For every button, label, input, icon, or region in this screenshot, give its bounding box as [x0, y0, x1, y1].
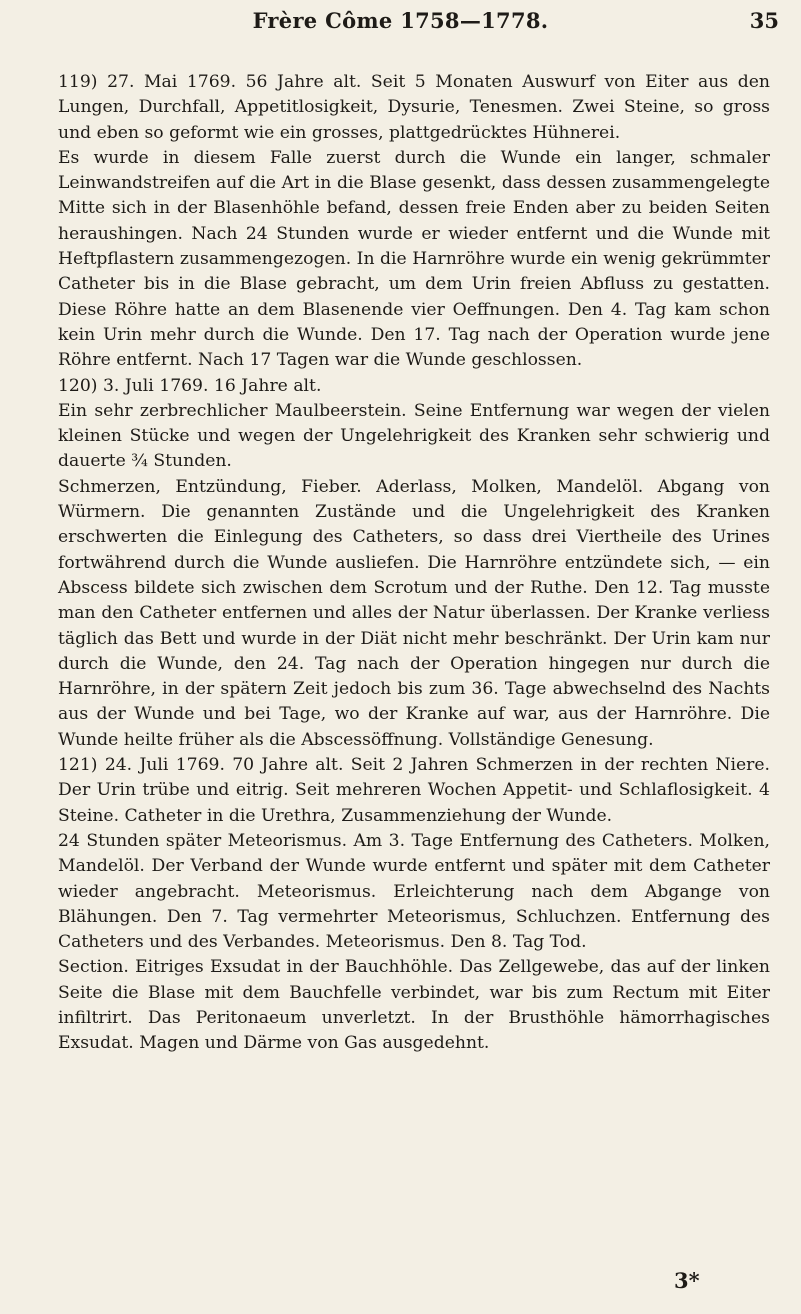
- running-title: Frère Côme 1758—1778.: [252, 8, 549, 33]
- body-text: [58, 70, 770, 1057]
- page-header: [0, 4, 801, 38]
- paragraph-case-121-section: Section. Eitriges Exsudat in der Bauchhöhle. Das Zellgewebe, das auf der linken Seite die Blase mit dem Bauchfelle verbindet, war bis zum Rectum mit Eiter infiltrirt. Das Peritonaeum unverletzt. In der Brusthöhle hämorrhagisches Exsudat. Magen und Därme von Gas ausgedehnt.: [58, 957, 770, 1054]
- paragraph-case-119-treatment: Es wurde in diesem Falle zuerst durch die Wunde ein langer, schmaler Leinwandstreifen auf die Art in die Blase gesenkt, dass dessen zusammengelegte Mitte sich in der Blasenhöhle befand, dessen freie Enden aber zu beiden Seiten heraushingen. Nach 24 Stunden wurde er wieder entfernt und die Wunde mit Heftpflastern zusammengezogen. In die Harnröhre wurde ein wenig gekrümmter Catheter bis in die Blase gebracht, um dem Urin freien Abfluss zu gestatten. Diese Röhre hatte an dem Blasenende vier Oeffnungen. Den 4. Tag kam schon kein Urin mehr durch die Wunde. Den 17. Tag nach der Operation wurde jene Röhre entfernt. Nach 17 Tagen war die Wunde geschlossen.: [58, 147, 770, 371]
- page-number: 35: [749, 8, 779, 33]
- paragraph-case-120-course: Schmerzen, Entzündung, Fieber. Aderlass, Molken, Mandelöl. Abgang von Würmern. Die genannten Zustände und die Ungelehrigkeit des Kranken erschwerten die Einlegung des Catheters, so dass drei Viertheile des Urines fortwährend durch die Wunde ausliefen. Die Harnröhre entzündete sich, — ein Abscess bildete sich zwischen dem Scrotum und der Ruthe. Den 12. Tag musste man den Catheter entfernen und alles der Natur überlassen. Der Kranke verliess täglich das Bett und wurde in der Diät nicht mehr beschränkt. Der Urin kam nur durch die Wunde, den 24. Tag nach der Operation hingegen nur durch die Harnröhre, in der spätern Zeit jedoch bis zum 36. Tage abwechselnd des Nachts aus der Wunde und bei Tage, wo der Kranke auf war, aus der Harnröhre. Die Wunde heilte früher als die Abscessöffnung. Vollständige Genesung.: [58, 476, 770, 750]
- paragraph-case-120-stone: Ein sehr zerbrechlicher Maulbeerstein. Seine Entfernung war wegen der vielen kleinen Stücke und wegen der Ungelehrigkeit des Kranken sehr schwierig und dauerte ¾ Stunden.: [58, 400, 770, 472]
- paragraph-case-119: 119) 27. Mai 1769. 56 Jahre alt. Seit 5 Monaten Auswurf von Eiter aus den Lungen, Durchfall, Appetitlosigkeit, Dysurie, Tenesmen. Zwei Steine, so gross und eben so geformt wie ein grosses, plattgedrücktes Hühnerei.: [58, 72, 770, 143]
- paragraph-case-121: 121) 24. Juli 1769. 70 Jahre alt. Seit 2 Jahren Schmerzen in der rechten Niere. Der Urin trübe und eitrig. Seit mehreren Wochen Appetit- und Schlaflosigkeit. 4 Steine. Catheter in die Urethra, Zusammenziehung der Wunde.: [58, 755, 770, 826]
- signature-mark: 3*: [674, 1268, 700, 1293]
- paragraph-case-120: 120) 3. Juli 1769. 16 Jahre alt.: [58, 375, 322, 396]
- paragraph-case-121-course: 24 Stunden später Meteorismus. Am 3. Tage Entfernung des Catheters. Molken, Mandelöl. Der Verband der Wunde wurde entfernt und später mit dem Catheter wieder angebracht. Meteorismus. Erleichterung nach dem Abgange von Blähungen. Den 7. Tag vermehrter Meteorismus, Schluchzen. Entfernung des Catheters und des Verbandes. Meteorismus. Den 8. Tag Tod.: [58, 830, 770, 953]
